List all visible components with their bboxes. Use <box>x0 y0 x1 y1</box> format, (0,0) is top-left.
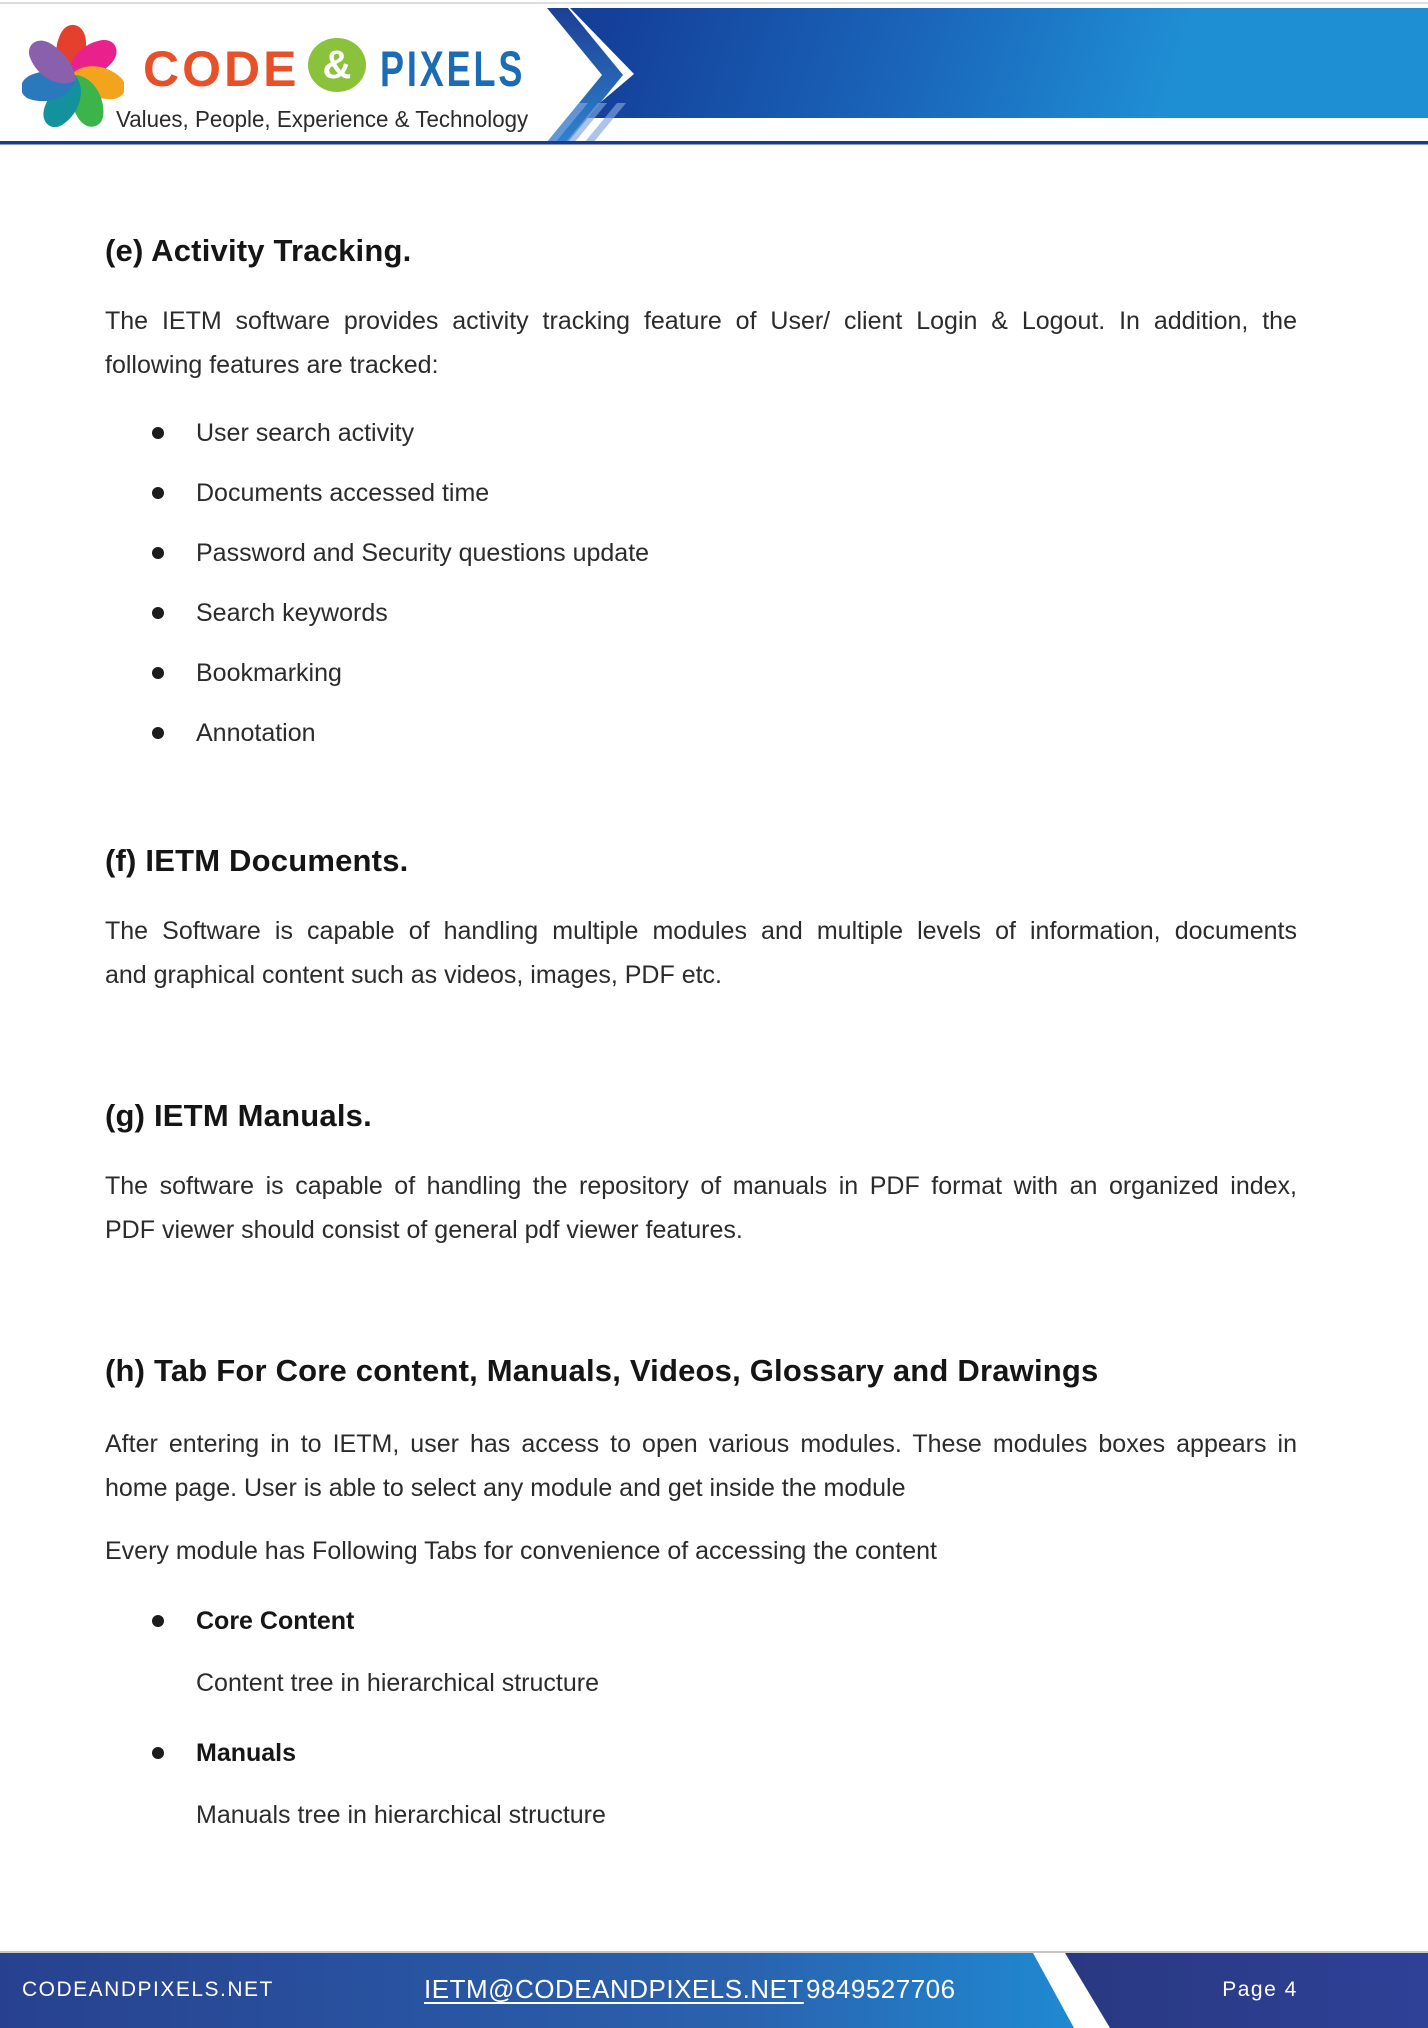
paragraph-activity-tracking <box>105 299 1297 387</box>
logo-tagline: Values, People, Experience & Technology <box>116 106 529 132</box>
paragraph-line: and graphical content such as videos, images, PDF etc. <box>105 961 722 989</box>
activity-tracking-bullet-list <box>105 411 1297 771</box>
list-item <box>105 711 1297 755</box>
list-item-label: Annotation <box>196 719 316 747</box>
list-item <box>105 531 1297 575</box>
bullet-icon <box>152 1615 164 1627</box>
list-item-label: Core Content <box>196 1607 355 1635</box>
list-item-label: User search activity <box>196 419 415 447</box>
list-item <box>105 411 1297 455</box>
bullet-icon <box>152 547 164 559</box>
section-heading-ietm-documents: (f) IETM Documents. <box>105 843 409 878</box>
logo-word-pixels: PIXELS <box>380 41 526 97</box>
list-item <box>105 651 1297 695</box>
logo-word-code: CODE <box>143 41 300 97</box>
paragraph-ietm-documents <box>105 909 1297 997</box>
header-blue-band <box>570 8 1428 118</box>
bullet-icon <box>152 1747 164 1759</box>
list-item <box>105 1731 1297 1775</box>
paragraph-line: PDF viewer should consist of general pdf viewer features. <box>105 1216 743 1244</box>
bullet-icon <box>152 727 164 739</box>
header-underline <box>0 141 1428 145</box>
paragraph-tabs-1 <box>105 1422 1297 1510</box>
bullet-icon <box>152 427 164 439</box>
footer-page-number: Page 4 <box>1222 1978 1298 2001</box>
paragraph-ietm-manuals <box>105 1164 1297 1252</box>
module-tab-group-manuals <box>105 1731 1297 1837</box>
section-heading-tabs: (h) Tab For Core content, Manuals, Videos, Glossary and Drawings <box>105 1353 1099 1388</box>
paragraph-line: home page. User is able to select any module and get inside the module <box>105 1474 906 1502</box>
footer-website: CODEANDPIXELS.NET <box>22 1978 274 2001</box>
paragraph-line: The IETM software provides activity tracking feature of User/ client Login & Logout. In addition, the <box>105 307 1297 335</box>
list-item-description: Manuals tree in hierarchical structure <box>196 1801 606 1829</box>
bullet-icon <box>152 487 164 499</box>
list-item <box>105 1599 1297 1643</box>
list-item-label: Manuals <box>196 1739 297 1767</box>
footer-phone: 9849527706 <box>806 1974 956 2004</box>
bullet-icon <box>152 667 164 679</box>
section-heading-ietm-manuals: (g) IETM Manuals. <box>105 1098 372 1133</box>
list-item-label: Bookmarking <box>196 659 342 687</box>
footer-email-link[interactable]: IETM@CODEANDPIXELS.NET <box>424 1974 804 2004</box>
list-item <box>105 471 1297 515</box>
logo-pinwheel-icon <box>22 14 124 138</box>
module-tab-group-core-content <box>105 1599 1297 1705</box>
paragraph-tabs-2 <box>105 1529 1297 1573</box>
list-item <box>105 591 1297 635</box>
bullet-icon <box>152 607 164 619</box>
paragraph-line: The software is capable of handling the repository of manuals in PDF format with an organized index, <box>105 1172 1297 1200</box>
paragraph-line: Every module has Following Tabs for convenience of accessing the content <box>105 1537 937 1565</box>
list-item-label: Password and Security questions update <box>196 539 650 567</box>
list-item-description: Content tree in hierarchical structure <box>196 1669 599 1697</box>
section-heading-activity-tracking: (e) Activity Tracking. <box>105 233 412 268</box>
list-item-label: Search keywords <box>196 599 388 627</box>
logo-ampersand-badge <box>308 38 366 92</box>
paragraph-line: following features are tracked: <box>105 351 439 379</box>
paragraph-line: The Software is capable of handling multiple modules and multiple levels of information, documents <box>105 917 1297 945</box>
footer-top-divider <box>0 1951 1428 1953</box>
logo-ampersand: & <box>322 43 352 87</box>
list-item-label: Documents accessed time <box>196 479 490 507</box>
paragraph-line: After entering in to IETM, user has access to open various modules. These modules boxes appears in <box>105 1430 1297 1458</box>
